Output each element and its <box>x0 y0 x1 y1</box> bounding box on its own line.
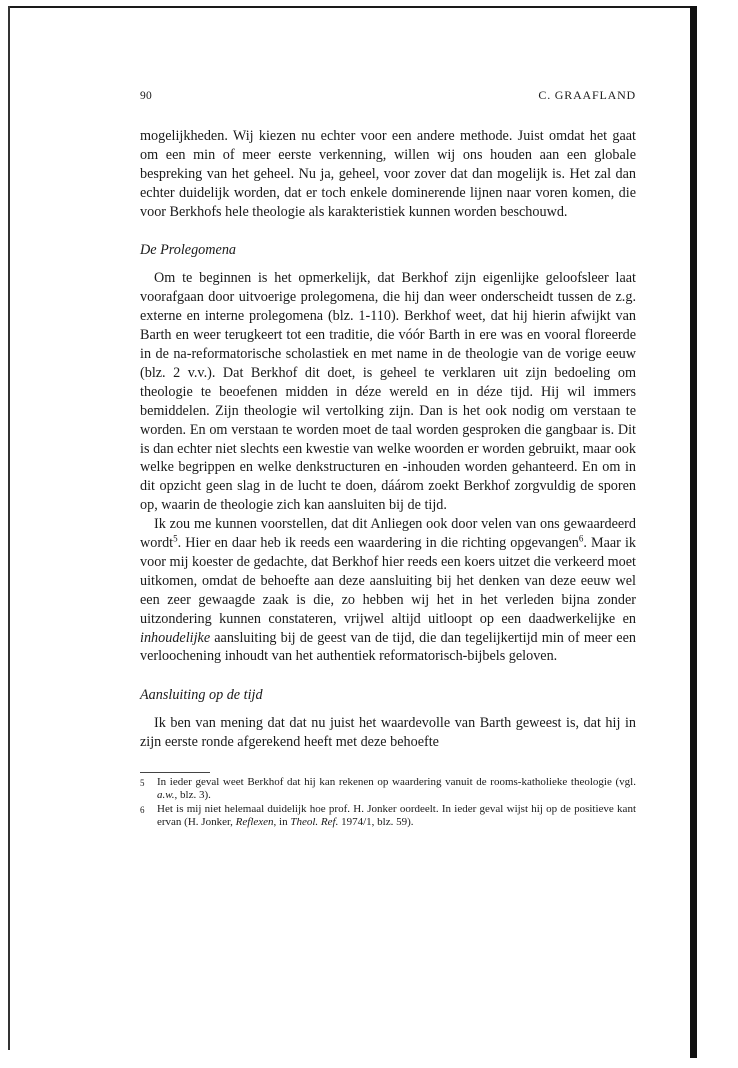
paragraph-3 <box>140 515 636 666</box>
footnote-ref-6[interactable]: 6 <box>578 533 584 544</box>
footnote-text-a: Het is mij niet helemaal duidelijk hoe prof. H. Jonker oordeelt. In ieder geval wijst hij op de positieve kant ervan (H. Jonker, <box>157 803 636 829</box>
footnote-6 <box>140 803 636 829</box>
footnote-text-b: , blz. 3). <box>174 789 211 802</box>
footnote-5 <box>140 776 636 802</box>
footnote-text-b: , in <box>273 816 291 829</box>
footnote-text-italic-2: Theol. Ref. <box>290 816 339 829</box>
footnote-number: 5 <box>140 778 145 789</box>
paragraph-3-text-a: Ik zou me kunnen voorstellen, dat dit Anliegen ook door velen van ons gewaardeerd wordt <box>140 516 636 552</box>
running-author: C. GRAAFLAND <box>538 88 636 102</box>
running-header <box>140 86 636 106</box>
scan-border-right <box>690 6 697 1058</box>
footnote-text-italic: Reflexen <box>235 816 274 829</box>
paragraph-2: Om te beginnen is het opmerkelijk, dat Berkhof zijn eigenlijke geloofsleer laat voorafgaan door uitvoerige prolegomena, die hij dan weer onderscheidt tussen de z.g. externe en interne prolegomena (blz. 1-110). Berkhof weet, dat hij hierin afwijkt van Barth en weer terugkeert tot een traditie, die vóór Barth in ere was en vooral floreerde in de na-reformatorische scholastiek en met name in de theologie van de vorige eeuw (blz. 2 v.v.). Dat Berkhof dit doet, is geheel te verklaren uit zijn bedoeling om theologie te beoefenen midden in déze wereld en in déze tijd. Hij wil immers bemiddelen. Zijn theologie wil vertolking zijn. Dan is het ook nodig om verstaan te worden. En om verstaan te worden moet de taal worden gesproken die gangbaar is. Dit is dan echter niet slechts een kwestie van welke woorden er worden gebruikt, maar ook welke begrippen en welke denkstructuren en -inhouden worden gehanteerd. En om in dit opzicht geen slag in de lucht te doen, dáárom zoekt Berkhof zorgvuldig de sporen op, waarin de theologie zich kan aansluiten bij de tijd. <box>140 270 636 514</box>
paragraph-3-emphasis: inhoudelijke <box>140 629 211 646</box>
footnote-number: 6 <box>140 805 145 816</box>
scan-border-left <box>8 6 10 1050</box>
paragraph-3-text-c: . Maar ik voor mij koester de gedachte, dat Berkhof hier reeds een koers uitzet die verkeerd moet uitkomen, omdat de behoefte aan deze aansluiting bij het denken van deze eeuw wel een zeer gewaagde zaak is die, zo hebben wij het in het verleden bijna zonder uitzondering kunnen constateren, vrijwel altijd uitloopt op een daadwerkelijke en <box>140 535 636 627</box>
paragraph-3-text-b: . Hier en daar heb ik reeds een waardering in die richting opgevangen <box>177 535 579 552</box>
paragraph-1: mogelijkheden. Wij kiezen nu echter voor een andere methode. Juist omdat het gaat om een min of meer eerste verkenning, willen wij ons houden aan een globale bespreking van het geheel. Nu ja, geheel, voor zover dat dan mogelijk is. Het zal dan echter duidelijk worden, dat er toch enkele dominerende lijnen naar voren komen, die voor Berkhofs hele theologie als karakteristiek kunnen worden beschouwd. <box>140 127 636 220</box>
footnote-text-c: 1974/1, blz. 59). <box>338 816 414 829</box>
scan-border-top <box>8 6 696 8</box>
footnote-divider <box>140 772 210 773</box>
section-title-aansluiting: Aansluiting op de tijd <box>140 687 263 704</box>
section-title-prolegomena: De Prolegomena <box>140 242 237 259</box>
footnote-text-italic: a.w. <box>157 789 175 802</box>
footnote-text <box>157 776 636 802</box>
footnote-text <box>157 803 636 829</box>
paragraph-3-text-d: aansluiting bij de geest van de tijd, die dan tegelijkertijd min of meer een verloochening inhoudt van het authentiek reformatorisch-bijbels geloven. <box>140 629 636 665</box>
paragraph-4: Ik ben van mening dat dat nu juist het waardevolle van Barth geweest is, dat hij in zijn eerste ronde afgerekend heeft met deze behoefte <box>140 715 636 751</box>
page-number: 90 <box>140 90 153 102</box>
footnote-text-a: In ieder geval weet Berkhof dat hij kan rekenen op waardering vanuit de rooms-katholieke theologie (vgl. <box>157 776 636 789</box>
footnote-ref-5[interactable]: 5 <box>173 533 178 544</box>
book-page <box>140 86 636 830</box>
